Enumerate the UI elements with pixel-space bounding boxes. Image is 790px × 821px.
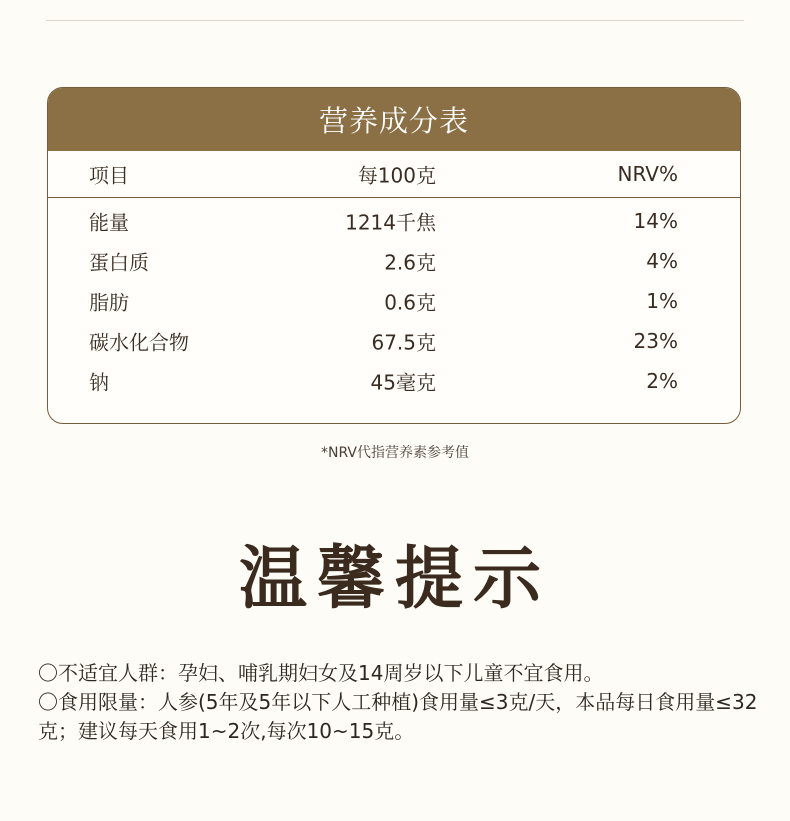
row-per100g: 67.5克 <box>371 330 436 355</box>
column-header-nrv: NRV% <box>617 162 678 186</box>
table-row <box>48 321 740 361</box>
column-header-item: 项目 <box>89 163 129 188</box>
row-per100g: 45毫克 <box>370 370 436 395</box>
row-nrv: 1% <box>646 289 678 313</box>
row-nrv: 14% <box>633 209 678 233</box>
row-nrv: 2% <box>646 369 678 393</box>
row-per100g: 2.6克 <box>384 250 436 275</box>
row-nrv: 4% <box>646 249 678 273</box>
row-item: 钠 <box>89 370 109 395</box>
tip-unsuitable-groups: 〇不适宜人群：孕妇、哺乳期妇女及14周岁以下儿童不宜食用。 <box>38 661 604 685</box>
row-per100g: 1214千焦 <box>345 210 436 235</box>
tips-heading: 温馨提示 <box>238 539 551 619</box>
row-nrv: 23% <box>633 329 678 353</box>
table-title: 营养成分表 <box>48 88 740 151</box>
table-header-row <box>48 151 740 198</box>
nutrition-table <box>47 87 741 424</box>
row-item: 脂肪 <box>89 290 129 315</box>
tip-dosage-limit: 〇食用限量：人参(5年及5年以下人工种植)食用量≤3克/天，本品每日食用量≤32克；建议每天食用1~2次,每次10~15克。 <box>38 690 758 743</box>
tips-body <box>38 659 758 746</box>
row-per100g: 0.6克 <box>384 290 436 315</box>
table-row <box>48 201 740 241</box>
nrv-footnote: *NRV代指营养素参考值 <box>320 445 469 461</box>
top-divider <box>46 20 744 21</box>
row-item: 能量 <box>89 210 129 235</box>
row-item: 蛋白质 <box>89 250 149 275</box>
table-row <box>48 281 740 321</box>
table-row <box>48 241 740 281</box>
table-row <box>48 361 740 401</box>
column-header-per100g: 每100克 <box>357 163 436 188</box>
row-item: 碳水化合物 <box>89 330 189 355</box>
